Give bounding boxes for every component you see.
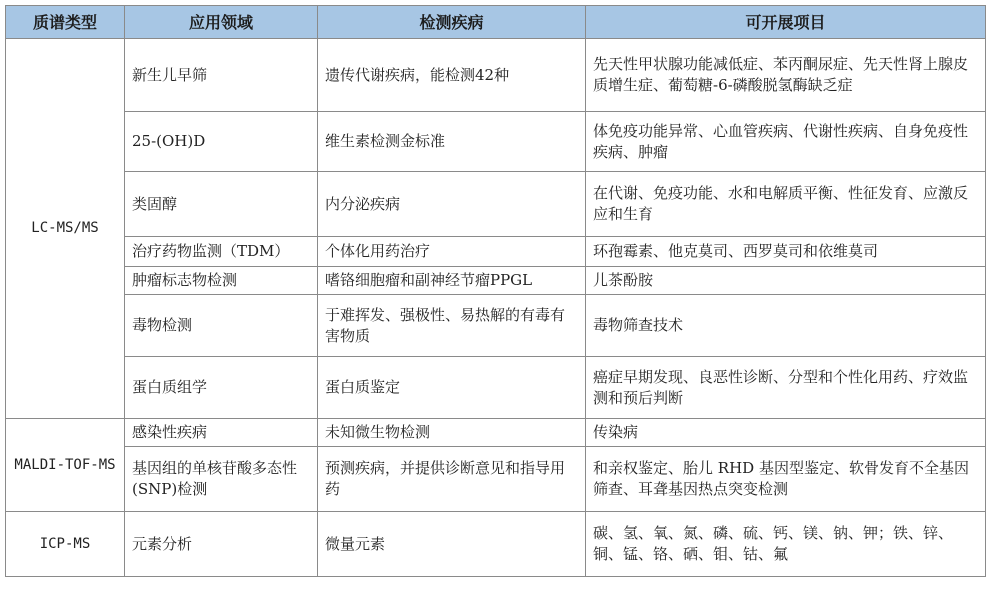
detected-disease-cell: 遗传代谢疾病，能检测42种: [318, 39, 586, 112]
table-row: [6, 267, 986, 295]
available-projects-cell: 和亲权鉴定、胎儿 RHD 基因型鉴定、软骨发育不全基因筛查、耳聋基因热点突变检测: [586, 447, 986, 512]
application-field-cell: 基因组的单核苷酸多态性(SNP)检测: [125, 447, 318, 512]
detected-disease-cell: 嗜铬细胞瘤和副神经节瘤PPGL: [318, 267, 586, 295]
application-field-cell: 治疗药物监测（TDM）: [125, 237, 318, 267]
available-projects-cell: 传染病: [586, 419, 986, 447]
application-field-cell: 类固醇: [125, 172, 318, 237]
table-row: [6, 237, 986, 267]
ms-type-icp: ICP-MS: [6, 512, 125, 577]
detected-disease-cell: 个体化用药治疗: [318, 237, 586, 267]
table-row: [6, 419, 986, 447]
application-field-cell: 元素分析: [125, 512, 318, 577]
available-projects-cell: 癌症早期发现、良恶性诊断、分型和个性化用药、疗效监测和预后判断: [586, 357, 986, 419]
table-row: [6, 172, 986, 237]
application-field-cell: 25-(OH)D: [125, 112, 318, 172]
application-field-cell: 毒物检测: [125, 295, 318, 357]
header-available-projects: 可开展项目: [586, 6, 986, 39]
detected-disease-cell: 蛋白质鉴定: [318, 357, 586, 419]
detected-disease-cell: 内分泌疾病: [318, 172, 586, 237]
application-field-cell: 感染性疾病: [125, 419, 318, 447]
table-row: [6, 39, 986, 112]
header-application-field: 应用领域: [125, 6, 318, 39]
table-row: [6, 112, 986, 172]
ms-type-lcms: LC-MS/MS: [6, 39, 125, 419]
available-projects-cell: 毒物筛查技术: [586, 295, 986, 357]
table-row: [6, 512, 986, 577]
application-field-cell: 肿瘤标志物检测: [125, 267, 318, 295]
available-projects-cell: 儿茶酚胺: [586, 267, 986, 295]
table-header-row: [6, 6, 986, 39]
detected-disease-cell: 预测疾病，并提供诊断意见和指导用药: [318, 447, 586, 512]
header-detected-disease: 检测疾病: [318, 6, 586, 39]
application-field-cell: 蛋白质组学: [125, 357, 318, 419]
ms-type-maldi: MALDI-TOF-MS: [6, 419, 125, 512]
mass-spec-application-table: [5, 5, 986, 577]
detected-disease-cell: 维生素检测金标准: [318, 112, 586, 172]
detected-disease-cell: 微量元素: [318, 512, 586, 577]
available-projects-cell: 体免疫功能异常、心血管疾病、代谢性疾病、自身免疫性疾病、肿瘤: [586, 112, 986, 172]
table-row: [6, 357, 986, 419]
detected-disease-cell: 于难挥发、强极性、易热解的有毒有害物质: [318, 295, 586, 357]
detected-disease-cell: 未知微生物检测: [318, 419, 586, 447]
application-field-cell: 新生儿早筛: [125, 39, 318, 112]
header-ms-type: 质谱类型: [6, 6, 125, 39]
available-projects-cell: 环孢霉素、他克莫司、西罗莫司和依维莫司: [586, 237, 986, 267]
table-row: [6, 295, 986, 357]
available-projects-cell: 碳、氢、氧、氮、磷、硫、钙、镁、钠、钾；铁、锌、铜、锰、铬、硒、钼、钴、氟: [586, 512, 986, 577]
mass-spec-table-container: [5, 5, 985, 609]
available-projects-cell: 先天性甲状腺功能减低症、苯丙酮尿症、先天性肾上腺皮质增生症、葡萄糖-6-磷酸脱氢酶缺乏症: [586, 39, 986, 112]
table-row: [6, 447, 986, 512]
available-projects-cell: 在代谢、免疫功能、水和电解质平衡、性征发育、应激反应和生育: [586, 172, 986, 237]
